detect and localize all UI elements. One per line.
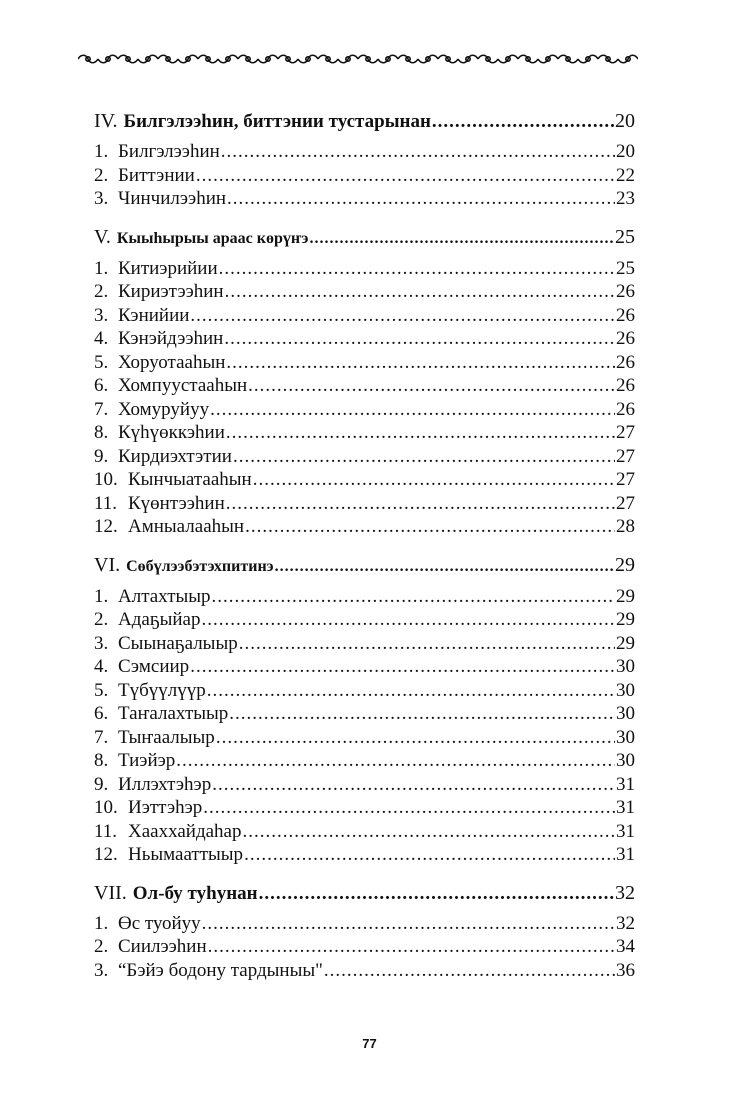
dot-leader <box>224 327 615 351</box>
entry-page: 31 <box>616 820 635 842</box>
entry-number: 3. <box>94 304 109 326</box>
section-number: VI. <box>94 553 121 576</box>
section-title: Сөбүлээбэтэхпитинэ <box>126 557 274 575</box>
entry-number: 4. <box>94 328 109 349</box>
entry-title: Тыҥаалыыр <box>118 726 215 748</box>
entry-title: Ньымааттыыр <box>128 844 244 865</box>
toc-entry <box>94 304 635 328</box>
entry-title: Сэмсиир <box>118 656 190 677</box>
entry-title: Кэнэйдээһин <box>118 328 224 349</box>
entry-number: 12. <box>94 844 118 865</box>
entry-title: Күөнтээһин <box>128 492 225 514</box>
entry-page: 22 <box>616 164 635 186</box>
entry-title: Күһүөккэһии <box>118 422 225 443</box>
entry-title: Иллэхтэһэр <box>118 773 212 795</box>
toc-entry <box>94 820 635 844</box>
entry-page: 31 <box>616 773 635 795</box>
entry-number: 5. <box>94 351 109 373</box>
section-title: Ол-бу туһунан <box>132 882 258 904</box>
entry-page: 27 <box>616 492 635 514</box>
entry-page: 26 <box>616 304 635 326</box>
dot-leader <box>229 702 615 726</box>
entry-title: Таҥалахтыыр <box>118 703 229 724</box>
toc-entry <box>94 280 635 304</box>
entry-title: Тиэйэр <box>118 750 176 771</box>
entry-title: Түбүүлүүр <box>118 679 206 701</box>
entry-title: Адаҕыйар <box>118 609 201 630</box>
toc-section-heading <box>94 551 635 581</box>
entry-title: Кириэтээһин <box>118 281 224 302</box>
section-title: Кыыһырыы араас көрүҥэ <box>116 229 309 247</box>
toc-section-heading <box>94 223 635 253</box>
toc-entry <box>94 327 635 351</box>
dot-leader <box>259 880 614 908</box>
entry-page: 26 <box>616 398 635 420</box>
dot-leader <box>221 140 615 164</box>
entry-number: 7. <box>94 726 109 748</box>
toc-entry <box>94 374 635 398</box>
entry-number: 10. <box>94 469 118 490</box>
entry-number: 12. <box>94 516 118 537</box>
entry-number: 3. <box>94 632 109 654</box>
dot-leader <box>226 492 615 516</box>
toc-section-heading <box>94 107 635 136</box>
toc-entry <box>94 726 635 750</box>
entry-number: 1. <box>94 257 109 279</box>
entry-title: Хааххайдаһар <box>128 820 242 842</box>
dot-leader <box>253 468 615 492</box>
entry-number: 3. <box>94 959 109 981</box>
entry-title: Сиилээһин <box>118 936 207 957</box>
dot-leader <box>245 515 615 539</box>
toc-entry <box>94 679 635 703</box>
entry-page: 29 <box>616 609 635 630</box>
section-number: IV. <box>94 110 118 132</box>
dot-leader <box>219 257 615 281</box>
entry-page: 29 <box>616 632 635 654</box>
entry-title: Кирдиэхтэтии <box>118 445 232 467</box>
entry-title: Китиэрийии <box>118 257 218 279</box>
entry-title: Биттэнии <box>118 164 195 186</box>
entry-number: 6. <box>94 375 109 396</box>
entry-page: 36 <box>616 959 635 981</box>
entry-title: Кэнийии <box>118 304 190 326</box>
toc-entry <box>94 492 635 516</box>
entry-page: 28 <box>616 516 635 537</box>
entry-title: Алтахтыыр <box>118 585 211 607</box>
decorative-border-ornament <box>78 48 638 70</box>
section-page: 25 <box>615 225 635 248</box>
section-page: 20 <box>615 110 635 132</box>
entry-page: 30 <box>616 656 635 677</box>
entry-title: Чинчилээһин <box>118 188 227 209</box>
entry-number: 9. <box>94 445 109 467</box>
dot-leader <box>248 374 615 398</box>
entry-number: 2. <box>94 281 109 302</box>
section-number: VII. <box>94 881 127 904</box>
entry-page: 30 <box>616 750 635 771</box>
dot-leader <box>225 280 615 304</box>
entry-title: Хомпуустааһын <box>118 375 248 396</box>
entry-title: Амныалааһын <box>128 516 245 537</box>
entry-number: 2. <box>94 164 109 186</box>
dot-leader <box>201 608 615 632</box>
toc-entry <box>94 843 635 867</box>
entry-title: “Бэйэ бодону тардыныы" <box>118 959 323 981</box>
dot-leader <box>190 304 615 328</box>
entry-page: 34 <box>616 936 635 957</box>
section-page: 29 <box>615 553 635 576</box>
entry-number: 11. <box>94 820 118 842</box>
entry-page: 27 <box>616 422 635 443</box>
dot-leader <box>203 796 615 820</box>
toc-entry <box>94 421 635 445</box>
toc-entry <box>94 187 635 211</box>
dot-leader <box>242 820 615 844</box>
dot-leader <box>239 632 615 656</box>
entry-number: 3. <box>94 188 109 209</box>
entry-title: Кынчыатааһын <box>128 469 252 490</box>
entry-number: 9. <box>94 773 109 795</box>
entry-title: Билгэлээһин <box>118 141 220 162</box>
dot-leader <box>244 843 615 867</box>
toc-entry <box>94 749 635 773</box>
entry-number: 1. <box>94 141 109 162</box>
toc-entry <box>94 164 635 188</box>
entry-page: 27 <box>616 445 635 467</box>
toc-entry <box>94 702 635 726</box>
entry-page: 29 <box>616 585 635 607</box>
entry-title: Хоруотааһын <box>118 351 226 373</box>
toc-section-heading <box>94 879 635 908</box>
toc-entry <box>94 935 635 959</box>
entry-number: 5. <box>94 679 109 701</box>
entry-page: 26 <box>616 351 635 373</box>
table-of-contents <box>94 107 635 982</box>
toc-entry <box>94 257 635 281</box>
entry-page: 32 <box>616 912 635 934</box>
entry-page: 25 <box>616 257 635 279</box>
entry-page: 26 <box>616 281 635 302</box>
dot-leader <box>227 187 615 211</box>
entry-number: 2. <box>94 936 109 957</box>
entry-number: 6. <box>94 703 109 724</box>
toc-entry <box>94 608 635 632</box>
toc-entry <box>94 632 635 656</box>
section-page: 32 <box>615 881 635 904</box>
toc-entry <box>94 912 635 936</box>
dot-leader <box>176 749 615 773</box>
toc-entry <box>94 351 635 375</box>
entry-page: 31 <box>616 797 635 818</box>
dot-leader <box>207 679 615 703</box>
entry-title: Сыынаҕалыыр <box>118 632 238 654</box>
dot-leader <box>432 108 614 136</box>
dot-leader <box>226 351 615 375</box>
section-number: V. <box>94 225 111 248</box>
toc-entry <box>94 515 635 539</box>
entry-number: 11. <box>94 492 118 514</box>
entry-number: 1. <box>94 912 109 934</box>
toc-entry <box>94 468 635 492</box>
dot-leader <box>190 655 615 679</box>
dot-leader <box>216 726 615 750</box>
dot-leader <box>226 421 615 445</box>
entry-page: 30 <box>616 703 635 724</box>
entry-page: 30 <box>616 726 635 748</box>
dot-leader <box>212 773 615 797</box>
entry-number: 8. <box>94 750 109 771</box>
dot-leader <box>324 959 615 983</box>
dot-leader <box>202 912 615 936</box>
toc-entry <box>94 655 635 679</box>
dot-leader <box>208 935 615 959</box>
dot-leader <box>196 164 615 188</box>
entry-title: Хомуруйуу <box>118 398 210 420</box>
entry-page: 20 <box>616 141 635 162</box>
toc-entry <box>94 398 635 422</box>
toc-entry <box>94 773 635 797</box>
toc-entry <box>94 796 635 820</box>
dot-leader <box>309 225 614 253</box>
entry-page: 23 <box>616 188 635 209</box>
toc-entry <box>94 140 635 164</box>
entry-page: 26 <box>616 375 635 396</box>
dot-leader <box>233 445 615 469</box>
entry-number: 7. <box>94 398 109 420</box>
entry-number: 10. <box>94 797 118 818</box>
entry-number: 8. <box>94 422 109 443</box>
toc-entry <box>94 959 635 983</box>
entry-page: 30 <box>616 679 635 701</box>
entry-page: 26 <box>616 328 635 349</box>
entry-number: 1. <box>94 585 109 607</box>
toc-entry <box>94 445 635 469</box>
dot-leader <box>275 553 614 581</box>
section-title: Билгэлээһин, биттэнии тустарынан <box>123 111 431 132</box>
dot-leader <box>212 585 615 609</box>
dot-leader <box>210 398 615 422</box>
entry-number: 4. <box>94 656 109 677</box>
entry-number: 2. <box>94 609 109 630</box>
entry-title: Өс туойуу <box>118 912 201 934</box>
entry-page: 31 <box>616 844 635 865</box>
entry-title: Иэттэһэр <box>128 797 203 818</box>
toc-entry <box>94 585 635 609</box>
page-number: 77 <box>362 1036 377 1051</box>
entry-page: 27 <box>616 469 635 490</box>
